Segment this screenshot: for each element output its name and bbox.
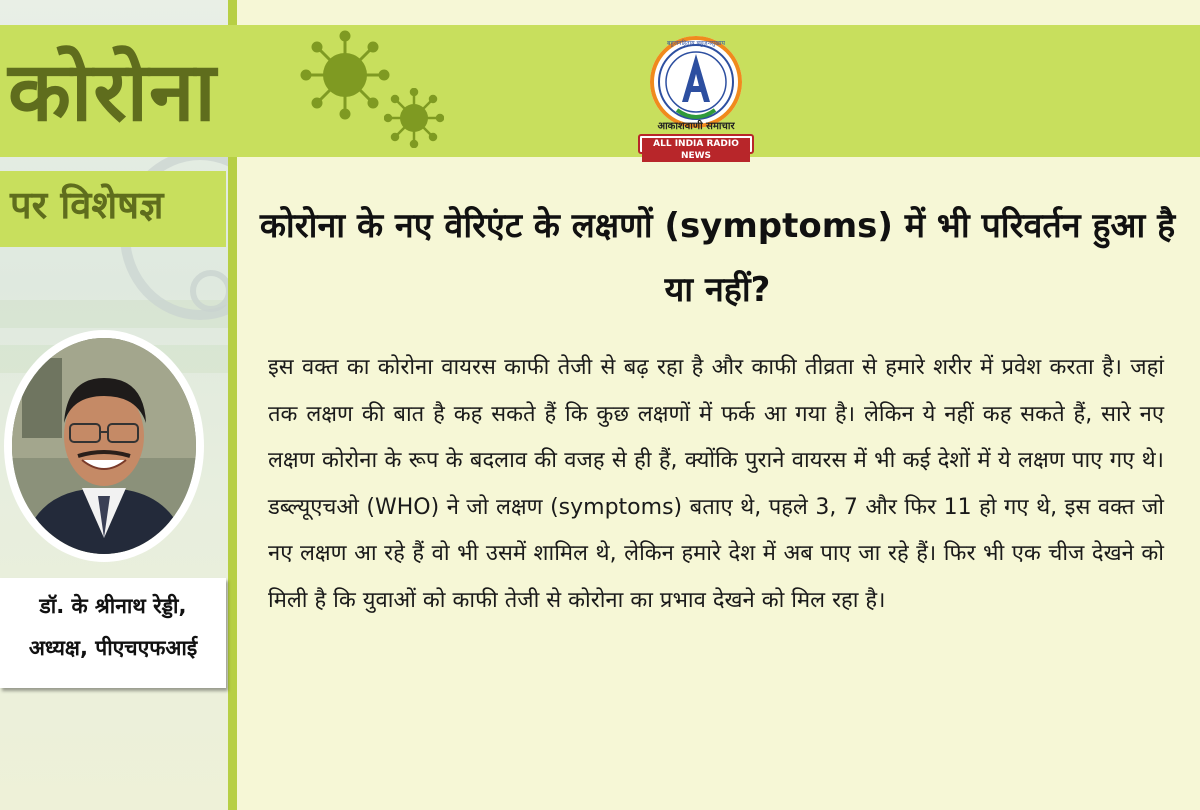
expert-designation: अध्यक्ष, पीएचएफआई [28,636,198,660]
virus-icon [384,88,444,148]
expert-caption [0,578,226,688]
logo-arc-text: बहुजनहिताय बहुजनसुखाय [667,40,725,47]
virus-icon [300,30,390,120]
article-question: कोरोना के नए वेरिएंट के लक्षणों (symptoms) में भी परिवर्तन हुआ है या नहीं? [259,206,1176,310]
logo-english-name: ALL INDIA RADIO NEWS [642,138,750,162]
stethoscope-chestpiece-decoration [190,270,232,312]
expert-photo [12,338,196,554]
expert-name: डॉ. के श्रीनाथ रेड्डी, [39,594,187,618]
expert-portrait-icon [12,338,196,554]
logo-hindi-name: आकाशवाणी समाचार [657,121,735,132]
page-title: कोरोना [8,45,217,140]
page-subtitle: पर विशेषज्ञ [10,183,164,227]
article-answer: इस वक्त का कोरोना वायरस काफी तेजी से बढ़ रहा है और काफी तीव्रता से हमारे शरीर में प्रवेश करता है। जहां तक लक्षण की बात है कह सकते हैं कि कुछ लक्षणों में फर्क आ गया है। लेकिन ये नहीं कह सकते हैं, सारे नए लक्षण कोरोना के रूप के बदलाव की वजह से ही हैं, क्योंकि पुराने वायरस में भी कई देशों में ये लक्षण पाए गए थे। डब्ल्यूएचओ (WHO) ने जो लक्षण (symptoms) बताए थे, पहले 3, 7 और फिर 11 हो गए थे, इस वक्त जो नए लक्षण आ रहे हैं वो भी उसमें शामिल थे, लेकिन हमारे देश में अब पाए जा रहे हैं। फिर भी एक चीज देखने को मिली है कि युवाओं को काफी तेजी से कोरोना का प्रभाव देखने को मिल रहा है। [268,355,1164,613]
logo-english-badge [638,134,754,161]
